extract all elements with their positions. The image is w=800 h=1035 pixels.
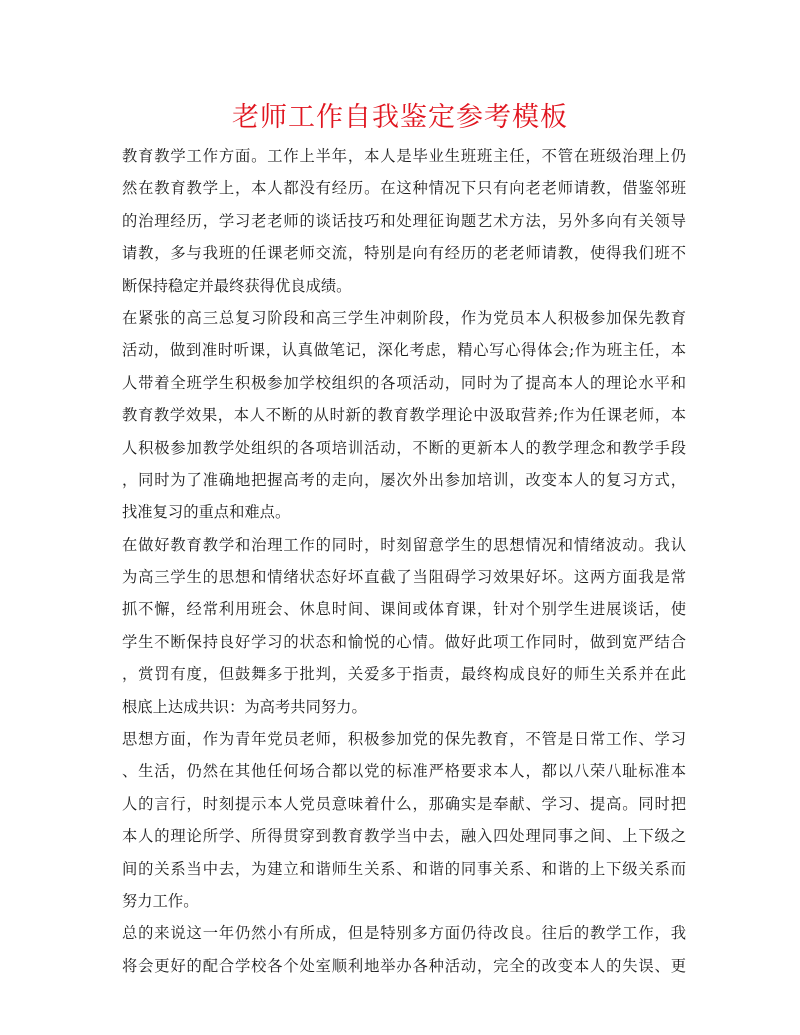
text-line: 为高三学生的思想和情绪状态好坏直截了当阻碍学习效果好坏。这两方面我是常 — [122, 568, 686, 587]
text-line: 然在教育教学上，本人都没有经历。在这种情况下只有向老老师请教，借鉴邻班 — [122, 179, 686, 198]
text-line: 、生活，仍然在其他任何场合都以党的标准严格要求本人，都以八荣八耻标准本 — [122, 762, 686, 781]
text-line: 教育教学效果，本人不断的从时新的教育教学理论中汲取营养;作为任课老师，本 — [122, 406, 686, 425]
text-line: 人积极参加教学处组织的各项培训活动，不断的更新本人的教学理念和教学手段 — [122, 438, 686, 457]
text-line: 努力工作。 — [122, 891, 199, 910]
text-line: 活动，做到准时听课，认真做笔记，深化考虑，精心写心得体会;作为班主任，本 — [122, 341, 686, 360]
text-line: 总的来说这一年仍然小有所成，但是特别多方面仍待改良。往后的教学工作，我 — [122, 924, 686, 943]
text-line: 人带着全班学生积极参加学校组织的各项活动，同时为了提高本人的理论水平和 — [122, 373, 686, 392]
document-title: 老师工作自我鉴定参考模板 — [232, 102, 568, 133]
text-line: 本人的理论所学、所得贯穿到教育教学当中去，融入四处理同事之间、上下级之 — [122, 827, 686, 846]
text-line: 的治理经历，学习老老师的谈话技巧和处理征询题艺术方法，另外多向有关领导 — [122, 211, 686, 230]
text-line: 根底上达成共识：为高考共同努力。 — [122, 697, 367, 716]
text-line: 在紧张的高三总复习阶段和高三学生冲刺阶段，作为党员本人积极参加保先教育 — [122, 308, 686, 327]
text-line: 抓不懈，经常利用班会、休息时间、课间或体育课，针对个别学生进展谈话，使 — [122, 600, 686, 619]
text-line: ，赏罚有度，但鼓舞多于批判，关爱多于指责，最终构成良好的师生关系并在此 — [122, 665, 686, 684]
text-line: 思想方面，作为青年党员老师，积极参加党的保先教育，不管是日常工作、学习 — [122, 730, 686, 749]
text-line: 断保持稳定并最终获得优良成绩。 — [122, 276, 352, 295]
text-line: 请教，多与我班的任课老师交流，特别是向有经历的老老师请教，使得我们班不 — [122, 244, 686, 263]
text-line: 在做好教育教学和治理工作的同时，时刻留意学生的思想情况和情绪波动。我认 — [122, 535, 686, 554]
text-line: 将会更好的配合学校各个处室顺利地举办各种活动，完全的改变本人的失误、更 — [122, 956, 686, 975]
text-line: ，同时为了准确地把握高考的走向，屡次外出参加培训，改变本人的复习方式， — [122, 470, 686, 489]
text-line: 人的言行，时刻提示本人党员意味着什么，那确实是奉献、学习、提高。同时把 — [122, 794, 686, 813]
document-body — [122, 140, 686, 982]
text-line: 学生不断保持良好学习的状态和愉悦的心情。做好此项工作同时，做到宽严结合 — [122, 632, 686, 651]
text-line: 找准复习的重点和难点。 — [122, 503, 291, 522]
text-line: 教育教学工作方面。工作上半年，本人是毕业生班班主任，不管在班级治理上仍 — [122, 147, 686, 165]
text-line: 间的关系当中去，为建立和谐师生关系、和谐的同事关系、和谐的上下级关系而 — [122, 859, 686, 878]
